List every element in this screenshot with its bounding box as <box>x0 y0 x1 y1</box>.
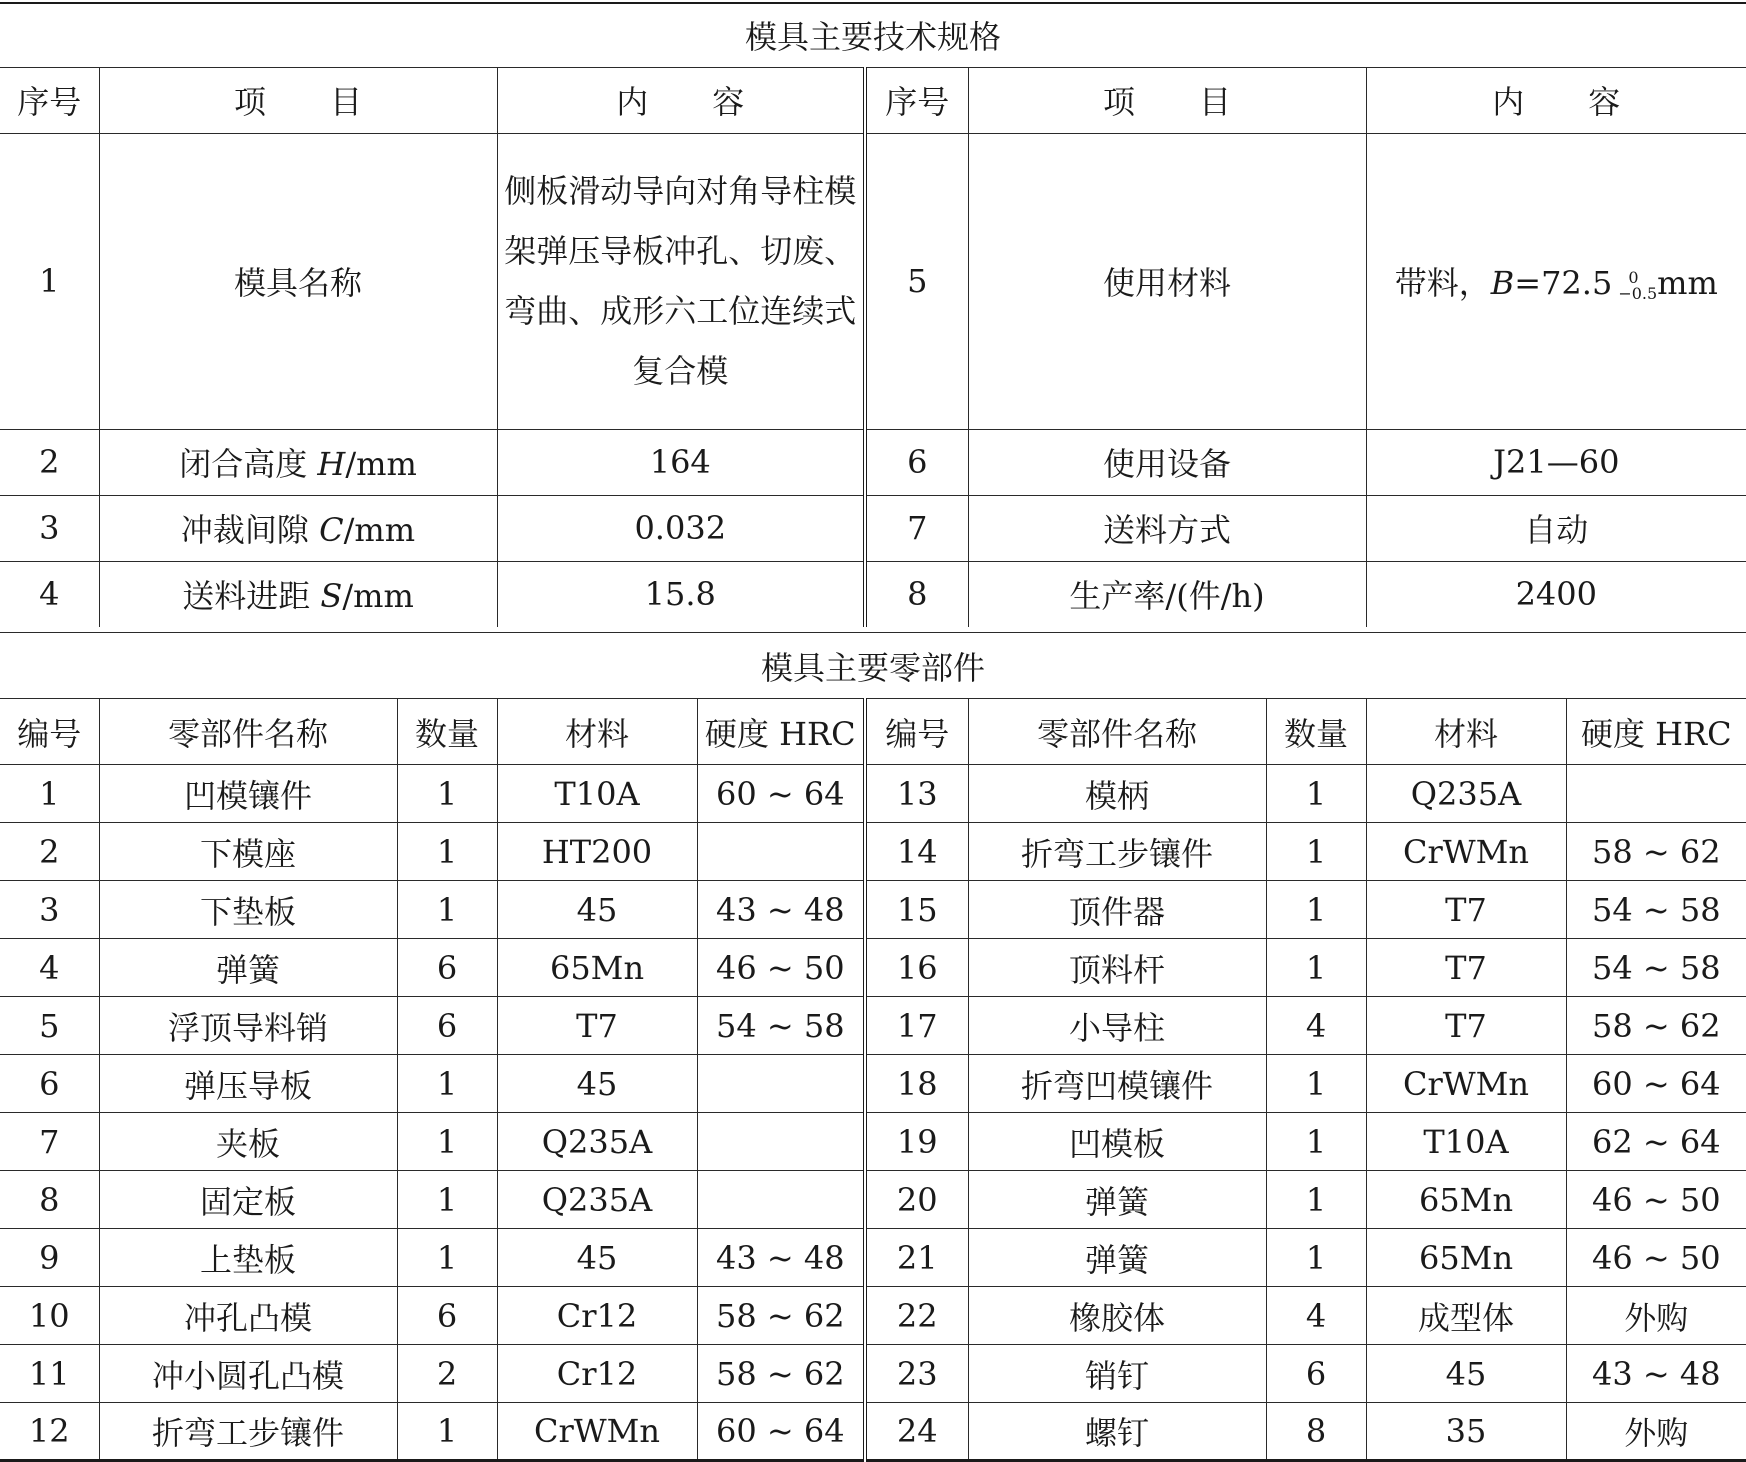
spec-no: 1 <box>0 133 99 429</box>
part-name: 上垫板 <box>99 1229 397 1287</box>
tolerance <box>1618 267 1658 303</box>
part-name-right: 顶件器 <box>968 881 1266 939</box>
spec-table <box>0 2 1746 627</box>
spec-content-die-name: 侧板滑动导向对角导柱模架弹压导板冲孔、切废、弯曲、成形六工位连续式复合模 <box>497 133 865 429</box>
part-no-right: 13 <box>865 765 968 823</box>
parts-row <box>0 1113 1746 1171</box>
part-qty-right: 4 <box>1266 1287 1366 1345</box>
parts-header-qty-right: 数量 <box>1266 699 1366 765</box>
spec-item-var: S <box>320 577 343 616</box>
part-hardness-right: 58 ~ 62 <box>1566 997 1746 1055</box>
parts-row <box>0 1287 1746 1345</box>
spec-no: 3 <box>0 495 99 561</box>
part-no-right: 18 <box>865 1055 968 1113</box>
part-name-right: 折弯凹模镶件 <box>968 1055 1266 1113</box>
part-qty-right: 6 <box>1266 1345 1366 1403</box>
part-hardness-right: 43 ~ 48 <box>1566 1345 1746 1403</box>
part-no-right: 21 <box>865 1229 968 1287</box>
parts-table <box>0 632 1746 1462</box>
part-no: 8 <box>0 1171 99 1229</box>
spec-item-unit: /mm <box>343 511 416 549</box>
part-name: 折弯工步镶件 <box>99 1403 397 1461</box>
parts-header-no-right: 编号 <box>865 699 968 765</box>
spec-item-label: 送料进距 <box>182 577 321 616</box>
part-qty-right: 4 <box>1266 997 1366 1055</box>
spec-row <box>0 429 1746 495</box>
part-material-right: 65Mn <box>1366 1229 1566 1287</box>
part-material: Cr12 <box>497 1287 697 1345</box>
part-qty: 6 <box>397 997 497 1055</box>
spec-content-material <box>1366 133 1746 429</box>
parts-header-hardness: 硬度 HRC <box>697 699 865 765</box>
part-no: 5 <box>0 997 99 1055</box>
part-qty: 1 <box>397 881 497 939</box>
part-hardness: 46 ~ 50 <box>697 939 865 997</box>
parts-row <box>0 823 1746 881</box>
part-no: 6 <box>0 1055 99 1113</box>
spec-title: 模具主要技术规格 <box>0 3 1746 67</box>
part-name: 冲小圆孔凸模 <box>99 1345 397 1403</box>
part-no-right: 19 <box>865 1113 968 1171</box>
spec-item: 模具名称 <box>99 133 497 429</box>
spec-item-unit: /mm <box>342 577 414 616</box>
part-hardness <box>697 1055 865 1113</box>
part-hardness <box>697 1113 865 1171</box>
part-no-right: 24 <box>865 1403 968 1461</box>
part-material: T10A <box>497 765 697 823</box>
part-hardness: 58 ~ 62 <box>697 1345 865 1403</box>
spec-no-right: 6 <box>865 429 968 495</box>
part-hardness: 60 ~ 64 <box>697 1403 865 1461</box>
part-name-right: 弹簧 <box>968 1171 1266 1229</box>
part-name-right: 凹模板 <box>968 1113 1266 1171</box>
part-no-right: 14 <box>865 823 968 881</box>
spec-row <box>0 495 1746 561</box>
parts-header-no: 编号 <box>0 699 99 765</box>
part-hardness: 60 ~ 64 <box>697 765 865 823</box>
spec-header-no: 序号 <box>0 67 99 133</box>
spec-header-item: 项 目 <box>99 67 497 133</box>
part-no-right: 20 <box>865 1171 968 1229</box>
parts-header-material: 材料 <box>497 699 697 765</box>
part-name: 弹簧 <box>99 939 397 997</box>
part-material-right: Q235A <box>1366 765 1566 823</box>
part-material-right: CrWMn <box>1366 1055 1566 1113</box>
tolerance-upper: 0 <box>1628 267 1639 287</box>
part-qty-right: 1 <box>1266 765 1366 823</box>
part-material: Q235A <box>497 1113 697 1171</box>
spec-row <box>0 561 1746 627</box>
part-no: 12 <box>0 1403 99 1461</box>
part-no-right: 16 <box>865 939 968 997</box>
spec-item-right: 使用材料 <box>968 133 1366 429</box>
parts-row <box>0 939 1746 997</box>
part-no-right: 15 <box>865 881 968 939</box>
part-hardness-right: 62 ~ 64 <box>1566 1113 1746 1171</box>
part-name: 固定板 <box>99 1171 397 1229</box>
part-material-right: 35 <box>1366 1403 1566 1461</box>
part-no: 10 <box>0 1287 99 1345</box>
part-hardness-right: 58 ~ 62 <box>1566 823 1746 881</box>
part-hardness-right: 外购 <box>1566 1403 1746 1461</box>
part-material-right: T7 <box>1366 997 1566 1055</box>
parts-header-name-right: 零部件名称 <box>968 699 1266 765</box>
parts-header-hardness-right: 硬度 HRC <box>1566 699 1746 765</box>
part-no: 4 <box>0 939 99 997</box>
part-material-right: T10A <box>1366 1113 1566 1171</box>
spec-content-right: 自动 <box>1366 495 1746 561</box>
spec-item-right: 送料方式 <box>968 495 1366 561</box>
part-hardness <box>697 823 865 881</box>
part-hardness-right <box>1566 765 1746 823</box>
parts-header-material-right: 材料 <box>1366 699 1566 765</box>
part-no: 2 <box>0 823 99 881</box>
part-qty-right: 1 <box>1266 1229 1366 1287</box>
parts-row <box>0 881 1746 939</box>
part-qty: 1 <box>397 765 497 823</box>
part-hardness: 43 ~ 48 <box>697 1229 865 1287</box>
part-material-right: CrWMn <box>1366 823 1566 881</box>
part-name: 冲孔凸模 <box>99 1287 397 1345</box>
part-material-right: T7 <box>1366 881 1566 939</box>
spec-item-label: 冲裁间隙 <box>180 511 320 549</box>
part-qty-right: 1 <box>1266 1171 1366 1229</box>
spec-content-right: J21—60 <box>1366 429 1746 495</box>
part-qty: 6 <box>397 1287 497 1345</box>
part-no: 7 <box>0 1113 99 1171</box>
part-material: CrWMn <box>497 1403 697 1461</box>
spec-item-var: H <box>317 445 346 483</box>
part-qty-right: 8 <box>1266 1403 1366 1461</box>
spec-no-right: 5 <box>865 133 968 429</box>
parts-header-row <box>0 699 1746 765</box>
parts-body <box>0 765 1746 1461</box>
part-material: T7 <box>497 997 697 1055</box>
part-qty: 6 <box>397 939 497 997</box>
spec-item <box>99 561 497 627</box>
spec-row <box>0 133 1746 429</box>
parts-row <box>0 1171 1746 1229</box>
part-qty: 2 <box>397 1345 497 1403</box>
part-material: 45 <box>497 881 697 939</box>
spec-no: 2 <box>0 429 99 495</box>
spec-item-label: 闭合高度 <box>179 445 318 483</box>
part-hardness-right: 60 ~ 64 <box>1566 1055 1746 1113</box>
part-name: 浮顶导料销 <box>99 997 397 1055</box>
spec-no: 4 <box>0 561 99 627</box>
parts-row <box>0 1229 1746 1287</box>
parts-row <box>0 1403 1746 1461</box>
part-qty: 1 <box>397 1171 497 1229</box>
part-name-right: 销钉 <box>968 1345 1266 1403</box>
parts-row <box>0 1345 1746 1403</box>
part-material: Cr12 <box>497 1345 697 1403</box>
part-no: 1 <box>0 765 99 823</box>
part-material: HT200 <box>497 823 697 881</box>
part-material: 45 <box>497 1055 697 1113</box>
material-var: B <box>1490 264 1515 302</box>
part-qty: 1 <box>397 1113 497 1171</box>
spec-header-row <box>0 67 1746 133</box>
part-name-right: 顶料杆 <box>968 939 1266 997</box>
spec-content: 164 <box>497 429 865 495</box>
spec-header-item-right: 项 目 <box>968 67 1366 133</box>
part-material-right: 45 <box>1366 1345 1566 1403</box>
part-hardness-right: 54 ~ 58 <box>1566 939 1746 997</box>
part-name-right: 小导柱 <box>968 997 1266 1055</box>
spec-item <box>99 429 497 495</box>
part-hardness-right: 外购 <box>1566 1287 1746 1345</box>
spec-content: 0.032 <box>497 495 865 561</box>
part-hardness: 43 ~ 48 <box>697 881 865 939</box>
spec-header-content: 内 容 <box>497 67 865 133</box>
spec-header-no-right: 序号 <box>865 67 968 133</box>
spec-item-right: 生产率/(件/h) <box>968 561 1366 627</box>
material-value: =72.5 <box>1514 264 1613 302</box>
part-material: Q235A <box>497 1171 697 1229</box>
spec-item-unit: /mm <box>345 445 417 483</box>
spec-no-right: 8 <box>865 561 968 627</box>
part-hardness: 54 ~ 58 <box>697 997 865 1055</box>
part-name-right: 螺钉 <box>968 1403 1266 1461</box>
part-name: 凹模镶件 <box>99 765 397 823</box>
parts-header-name: 零部件名称 <box>99 699 397 765</box>
part-qty: 1 <box>397 1403 497 1461</box>
part-qty-right: 1 <box>1266 1055 1366 1113</box>
spec-no-right: 7 <box>865 495 968 561</box>
spec-header-content-right: 内 容 <box>1366 67 1746 133</box>
part-no-right: 17 <box>865 997 968 1055</box>
part-name: 弹压导板 <box>99 1055 397 1113</box>
part-qty-right: 1 <box>1266 939 1366 997</box>
part-no-right: 23 <box>865 1345 968 1403</box>
part-name: 夹板 <box>99 1113 397 1171</box>
part-material-right: T7 <box>1366 939 1566 997</box>
part-material-right: 成型体 <box>1366 1287 1566 1345</box>
parts-row <box>0 1055 1746 1113</box>
material-prefix: 带料， <box>1394 264 1491 302</box>
spec-item-var: C <box>319 511 344 549</box>
part-no: 3 <box>0 881 99 939</box>
part-qty-right: 1 <box>1266 823 1366 881</box>
part-hardness <box>697 1171 865 1229</box>
part-qty-right: 1 <box>1266 1113 1366 1171</box>
part-no-right: 22 <box>865 1287 968 1345</box>
part-hardness: 58 ~ 62 <box>697 1287 865 1345</box>
parts-row <box>0 997 1746 1055</box>
part-no: 11 <box>0 1345 99 1403</box>
part-name: 下垫板 <box>99 881 397 939</box>
part-qty: 1 <box>397 823 497 881</box>
spec-content-right: 2400 <box>1366 561 1746 627</box>
part-name: 下模座 <box>99 823 397 881</box>
part-hardness-right: 46 ~ 50 <box>1566 1171 1746 1229</box>
part-material: 45 <box>497 1229 697 1287</box>
part-material-right: 65Mn <box>1366 1171 1566 1229</box>
part-qty: 1 <box>397 1055 497 1113</box>
part-qty: 1 <box>397 1229 497 1287</box>
part-name-right: 弹簧 <box>968 1229 1266 1287</box>
part-no: 9 <box>0 1229 99 1287</box>
part-qty-right: 1 <box>1266 881 1366 939</box>
parts-header-qty: 数量 <box>397 699 497 765</box>
part-name-right: 折弯工步镶件 <box>968 823 1266 881</box>
spec-content: 15.8 <box>497 561 865 627</box>
part-name-right: 橡胶体 <box>968 1287 1266 1345</box>
tolerance-lower: −0.5 <box>1618 283 1658 303</box>
part-material: 65Mn <box>497 939 697 997</box>
part-name-right: 模柄 <box>968 765 1266 823</box>
spec-item <box>99 495 497 561</box>
parts-title: 模具主要零部件 <box>0 633 1746 699</box>
spec-item-right: 使用设备 <box>968 429 1366 495</box>
part-hardness-right: 54 ~ 58 <box>1566 881 1746 939</box>
part-hardness-right: 46 ~ 50 <box>1566 1229 1746 1287</box>
parts-row <box>0 765 1746 823</box>
material-unit: mm <box>1657 264 1718 302</box>
